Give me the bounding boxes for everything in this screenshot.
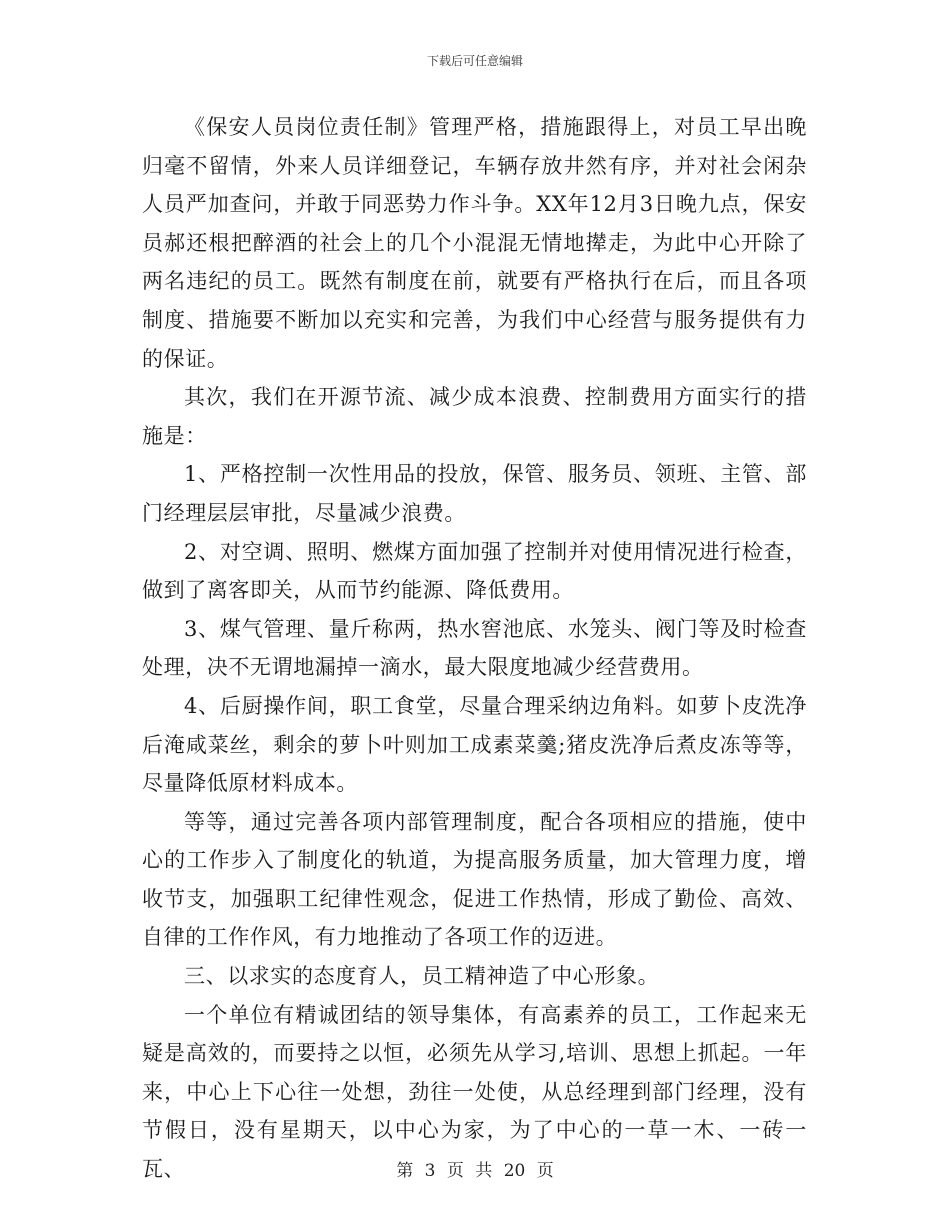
paragraph-6: 4、后厨操作间，职工食堂，尽量合理采纳边角料。如萝卜皮洗净后淹咸菜丝，剩余的萝卜叶则加工成素菜羹;猪皮洗净后煮皮冻等等，尽量降低原材料成本。 <box>142 693 807 796</box>
paragraph-1: 《保安人员岗位责任制》管理严格，措施跟得上，对员工早出晚归毫不留情，外来人员详细登记，车辆存放井然有序，并对社会闲杂人员严加查问，并敢于同恶势力作斗争。XX年12月3日晚九点，保安员郝还根把醉酒的社会上的几个小混混无情地撵走，为此中心开除了两名违纪的员工。既然有制度在前，就要有严格执行在后，而且各项制度、措施要不断加以充实和完善，为我们中心经营与服务提供有力的保证。 <box>142 115 807 371</box>
paragraph-8: 三、以求实的态度育人，员工精神造了中心形象。 <box>184 964 660 989</box>
paragraph-4: 2、对空调、照明、燃煤方面加强了控制并对使用情况进行检查，做到了离客即关，从而节约能源、降低费用。 <box>142 539 807 603</box>
paragraph-2: 其次，我们在开源节流、减少成本浪费、控制费用方面实行的措施是： <box>142 385 807 448</box>
paragraph-9: 一个单位有精诚团结的领导集体，有高素养的员工，工作起来无疑是高效的，而要持之以恒，必须先从学习,培训、思想上抓起。一年来，中心上下心往一处想，劲往一处使，从总经理到部门经理，没有节假日，没有星期天，以中心为家，为了中心的一草一木、一砖一瓦、 <box>142 1002 807 1182</box>
paragraph-3: 1、严格控制一次性用品的投放，保管、服务员、领班、主管、部门经理层层审批，尽量减少浪费。 <box>142 462 807 525</box>
document-body <box>142 108 807 1189</box>
paragraph-5: 3、煤气管理、量斤称两，热水窖池底、水笼头、阀门等及时检查处理，决不无谓地漏掉一滴水，最大限度地减少经营费用。 <box>142 616 807 680</box>
paragraph-7: 等等，通过完善各项内部管理制度，配合各项相应的措施，使中心的工作步入了制度化的轨道，为提高服务质量，加大管理力度，增收节支，加强职工纪律性观念，促进工作热情，形成了勤俭、高效、自律的工作作风，有力地推动了各项工作的迈进。 <box>142 809 807 950</box>
page-number-footer: 第 3 页 共 20 页 <box>396 1161 554 1181</box>
page-header: 下载后可任意编辑 <box>426 54 523 68</box>
